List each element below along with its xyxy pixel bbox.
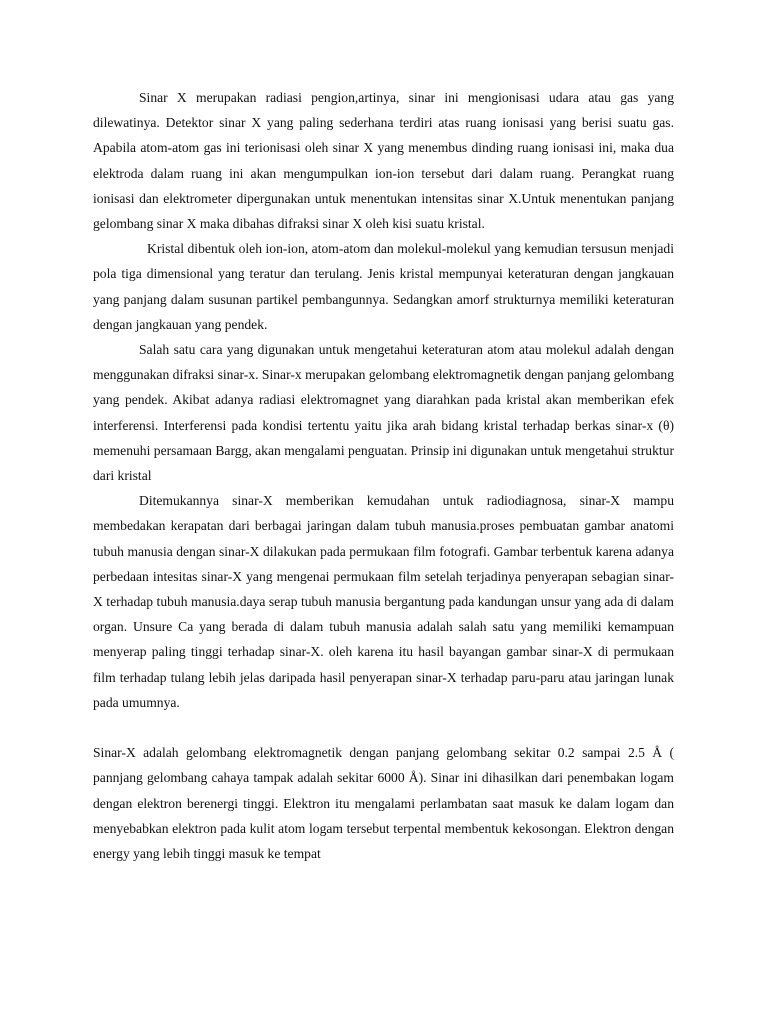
paragraph-xray-ionizing: Sinar X merupakan radiasi pengion,artinya, sinar ini mengionisasi udara atau gas yang dilewatinya. Detektor sinar X yang paling sederhana terdiri atas ruang ionisasi yang berisi suatu gas. Apabila atom-atom gas ini terionisasi oleh sinar X yang menembus dinding ruang ionisasi ini, maka dua elektroda dalam ruang ini akan mengumpulkan ion-ion tersebut dari dalam ruang. Perangkat ruang ionisasi dan elektrometer dipergunakan untuk menentukan intensitas sinar X.Untuk menentukan panjang gelombang sinar X maka dibahas difraksi sinar X oleh kisi suatu kristal.: [93, 90, 674, 232]
paragraph-xray-wavelength: Sinar-X adalah gelombang elektromagnetik dengan panjang gelombang sekitar 0.2 sampai 2.5 Å ( pannjang gelombang cahaya tampak adalah sekitar 6000 Å). Sinar ini dihasilkan dari penembakan logam dengan elektron berenergi tinggi. Elektron itu mengalami perlambatan saat masuk ke dalam logam dan menyebabkan elektron pada kulit atom logam tersebut terpental membentuk kekosongan. Elektron dengan energy yang lebih tinggi masuk ke tempat: [93, 745, 674, 862]
paragraph-spacer: [93, 715, 674, 740]
paragraph-diffraction: Salah satu cara yang digunakan untuk mengetahui keteraturan atom atau molekul adalah dengan menggunakan difraksi sinar-x. Sinar-x merupakan gelombang elektromagnetik dengan panjang gelombang yang pendek. Akibat adanya radiasi elektromagnet yang diarahkan pada kristal akan memberikan efek interferensi. Interferensi pada kondisi tertentu yaitu jika arah bidang kristal terhadap berkas sinar-x (θ) memenuhi persamaan Bargg, akan mengalami penguatan. Prinsip ini digunakan untuk mengetahui struktur dari kristal: [93, 342, 674, 484]
document-page: [93, 85, 674, 866]
paragraph-radiodiagnosis: Ditemukannya sinar-X memberikan kemudahan untuk radiodiagnosa, sinar-X mampu membedakan kerapatan dari berbagai jaringan dalam tubuh manusia.proses pembuatan gambar anatomi tubuh manusia dengan sinar-X dilakukan pada permukaan film fotografi. Gambar terbentuk karena adanya perbedaan intesitas sinar-X yang mengenai permukaan film setelah terjadinya penyerapan sebagian sinar-X terhadap tubuh manusia.daya serap tubuh manusia bergantung pada kandungan unsur yang ada di dalam organ. Unsure Ca yang berada di dalam tubuh manusia adalah salah satu yang memiliki kemampuan menyerap paling tinggi terhadap sinar-X. oleh karena itu hasil bayangan gambar sinar-X di permukaan film terhadap tulang lebih jelas daripada hasil penyerapan sinar-X terhadap paru-paru atau jaringan lunak pada umumnya.: [93, 493, 674, 710]
paragraph-crystal: Kristal dibentuk oleh ion-ion, atom-atom dan molekul-molekul yang kemudian tersusun menjadi pola tiga dimensional yang teratur dan terulang. Jenis kristal mempunyai keteraturan dengan jangkauan yang panjang dalam susunan partikel pembangunnya. Sedangkan amorf strukturnya memiliki keteraturan dengan jangkauan yang pendek.: [93, 241, 674, 332]
